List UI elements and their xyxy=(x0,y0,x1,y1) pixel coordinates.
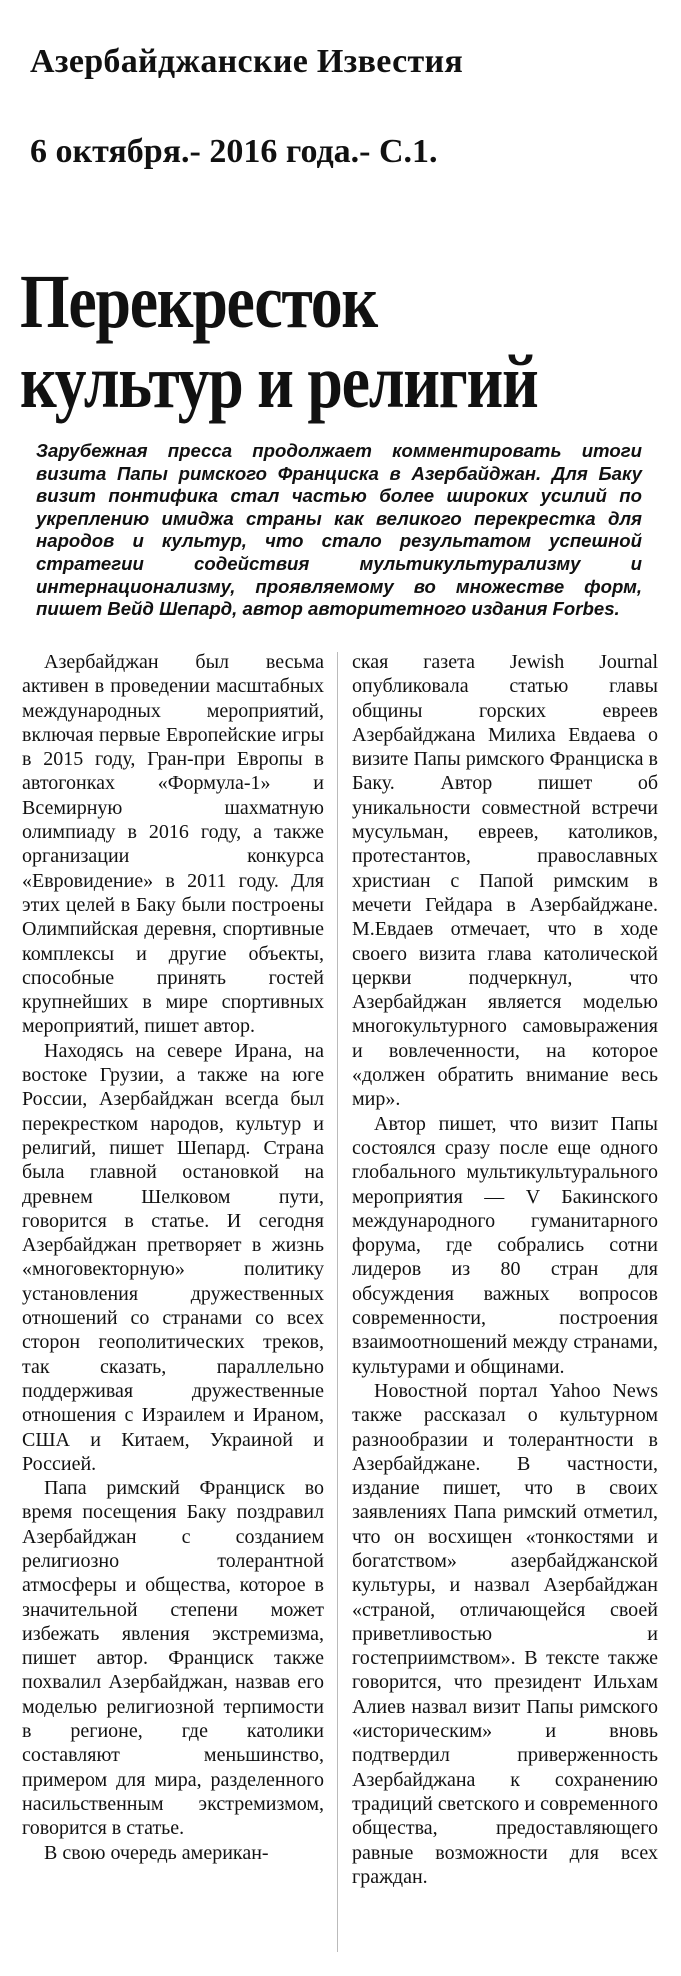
paragraph: Новостной портал Yahoo News также рассказал о культурном разнообразии и толерантности в Азербайджане. В частности, издание пишет, что в своих заявлениях Папа римский отметил, что он восхищен «тонкостями и богатством» азербайджанской культуры, и назвал Азербайджан «страной, отличающейся своей приветливостью и гостеприимством». В тексте также говорится, что президент Ильхам Алиев назвал визит Папы римского «историческим» и вновь подтвердил приверженность Азербайджана к сохранению традиций светского и современного общества, предоставляющего равные возможности для всех граждан. xyxy=(352,1379,658,1888)
headline-line-1: Перекресток xyxy=(20,260,377,344)
article-lead: Зарубежная пресса продолжает комментировать итоги визита Папы римского Франциска в Азербайджан. Для Баку визит понтифика стал частью более широких усилий по укреплению имиджа страны как великого перекрестка для народов и культур, что стало результатом успешной стратегии содействия мультикультурализму и интернационализму, проявляемому во множестве форм, пишет Вейд Шепард, автор авторитетного издания Forbes. xyxy=(36,440,642,620)
paragraph-continuation: ская газета Jewish Journal опубликовала статью главы общины горских евреев Азербайджана Милиха Евдаева о визите Папы римского Франциска в Баку. Автор пишет об уникальности совместной встречи мусульман, евреев, католиков, протестантов, православных христиан с Папой римским в мечети Гейдара в Азербайджане. М.Евдаев отмечает, что в ходе своего визита глава католической церкви подчеркнул, что Азербайджан является моделью многокультурного самовыражения и вовлеченности, на которое «должен обратить внимание весь мир». xyxy=(352,651,658,1111)
headline-line-2: культур и религий xyxy=(20,340,538,424)
article-column-right xyxy=(352,650,658,1950)
paragraph: В свою очередь американ- xyxy=(44,1841,269,1864)
publication-name: Азербайджанские Известия xyxy=(30,43,464,80)
publication-date: 6 октября.- 2016 года.- С.1. xyxy=(30,133,438,170)
article-headline xyxy=(20,262,558,422)
article-column-left xyxy=(22,650,324,1950)
paragraph: Папа римский Франциск во время посещения Баку поздравил Азербайджан с созданием религиозно толерантной атмосферы и общества, которое в значительной степени может избежать явления экстремизма, пишет автор. Франциск также похвалил Азербайджан, назвав его моделью религиозной терпимости в регионе, где католики составляют меньшинство, примером для мира, разделенного насильственным экстремизмом, говорится в статье. xyxy=(22,1477,324,1840)
paragraph: Находясь на севере Ирана, на востоке Грузии, а также на юге России, Азербайджан всегда был перекрестком народов, культур и религий, пишет Шепард. Страна была главной остановкой на древнем Шелковом пути, говорится в статье. И сегодня Азербайджан претворяет в жизнь «многовекторную» политику установления дружественных отношений со странами со всех сторон геополитических треков, так сказать, параллельно поддерживая дружественные отношения с Израилем и Ираном, США и Китаем, Украиной и Россией. xyxy=(22,1039,324,1475)
paragraph: Азербайджан был весьма активен в проведении масштабных международных мероприятий, включая первые Европейские игры в 2015 году, Гран-при Европы в автогонках «Формула-1» и Всемирную шахматную олимпиаду в 2016 году, а также организации конкурса «Евровидение» в 2011 году. Для этих целей в Баку были построены Олимпийская деревня, спортивные комплексы и другие объекты, способные принять гостей крупнейших в мире спортивных мероприятий, пишет автор. xyxy=(22,651,324,1038)
column-divider xyxy=(337,652,338,1952)
paragraph: Автор пишет, что визит Папы состоялся сразу после еще одного глобального мультикультурального мероприятия — V Бакинского международного гуманитарного форума, где собрались сотни лидеров из 80 стран для обсуждения важных вопросов современности, построения взаимоотношений между странами, культурами и общинами. xyxy=(352,1112,658,1378)
